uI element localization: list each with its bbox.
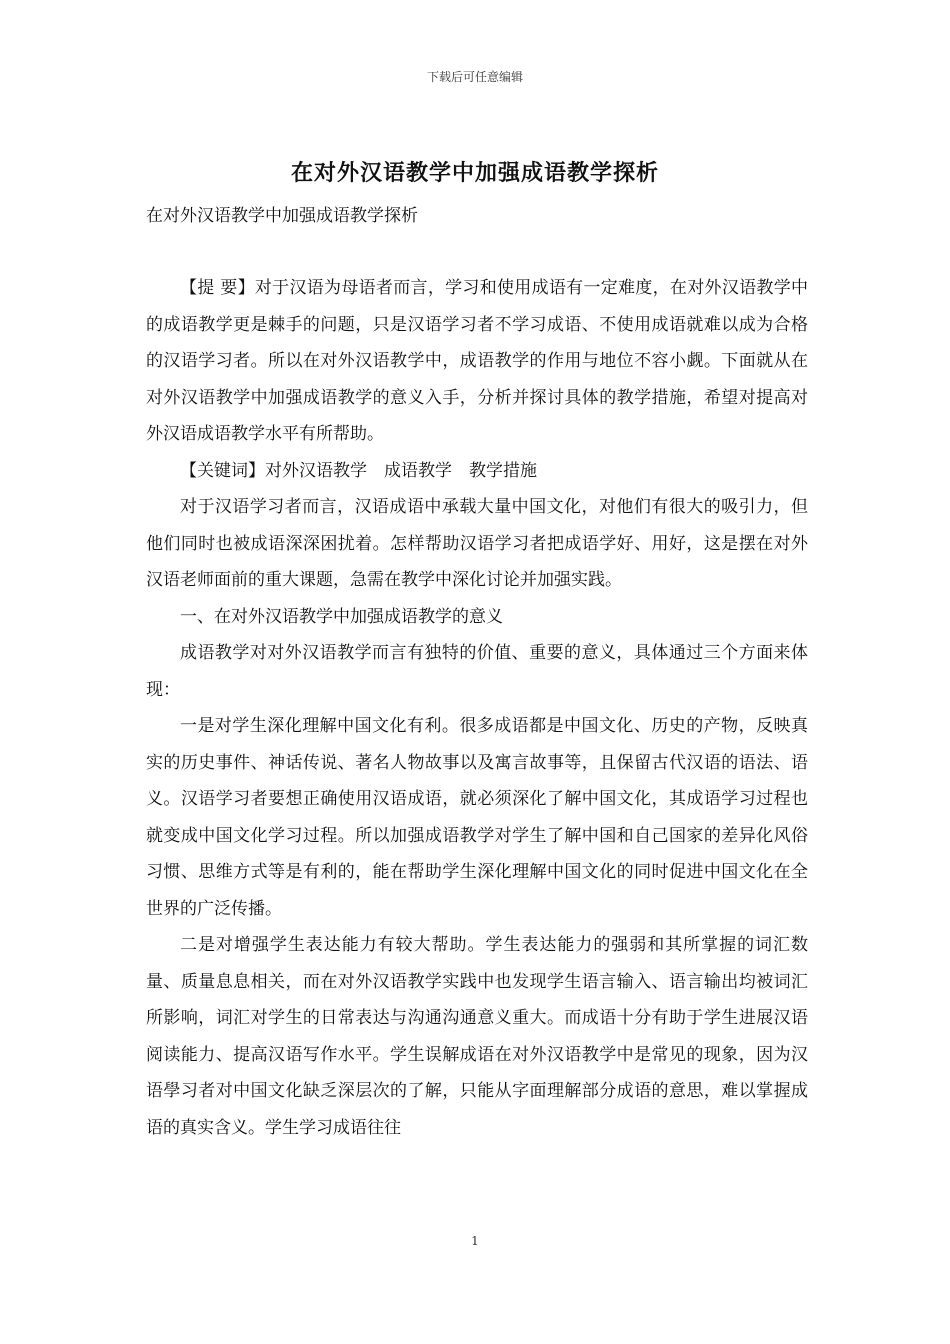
intro-paragraph: 对于汉语学习者而言，汉语成语中承载大量中国文化，对他们有很大的吸引力，但他们同时也被成语深深困扰着。怎样帮助汉语学习者把成语学好、用好，这是摆在对外汉语老师面前的重大课题，急需在教学中深化讨论并加强实践。 — [146, 497, 808, 590]
keywords-paragraph: 【关键词】对外汉语教学 成语教学 教学措施 — [180, 460, 537, 481]
page-header: 下载后可任意编辑 — [426, 70, 523, 84]
abstract-paragraph: 【提 要】对于汉语为母语者而言，学习和使用成语有一定难度，在对外汉语教学中的成语教学更是棘手的问题，只是汉语学习者不学习成语、不使用成语就难以成为合格的汉语学习者。所以在对外汉语教学中，成语教学的作用与地位不容小觑。下面就从在对外汉语教学中加强成语教学的意义入手，分析并探讨具体的教学措施，希望对提高对外汉语成语教学水平有所帮助。 — [146, 278, 808, 444]
document-title: 在对外汉语教学中加强成语教学探析 — [290, 160, 659, 186]
body-paragraph: 成语教学对对外汉语教学而言有独特的价值、重要的意义，具体通过三个方面来体现： — [146, 643, 808, 700]
document-subtitle: 在对外汉语教学中加强成语教学探析 — [146, 206, 418, 226]
body-paragraph: 一是对学生深化理解中国文化有利。很多成语都是中国文化、历史的产物，反映真实的历史事件、神话传说、著名人物故事以及寓言故事等，且保留古代汉语的语法、语义。汉语学习者要想正确使用汉语成语，就必须深化了解中国文化，其成语学习过程也就变成中国文化学习过程。所以加强成语教学对学生了解中国和自己国家的差异化风俗习惯、思维方式等是有利的，能在帮助学生深化理解中国文化的同时促进中国文化在全世界的广泛传播。 — [146, 716, 808, 919]
section-heading: 一、在对外汉语教学中加强成语教学的意义 — [180, 606, 503, 627]
document-body — [146, 270, 808, 1146]
body-paragraph: 二是对增强学生表达能力有较大帮助。学生表达能力的强弱和其所掌握的词汇数量、质量息息相关，而在对外汉语教学实践中也发现学生语言输入、语言输出均被词汇所影响，词汇对学生的日常表达与沟通沟通意义重大。而成语十分有助于学生进展汉语阅读能力、提高汉语写作水平。学生误解成语在对外汉语教学中是常见的现象，因为汉语學习者对中国文化缺乏深层次的了解，只能从字面理解部分成语的意思，难以掌握成语的真实含义。学生学习成语往往 — [146, 935, 808, 1138]
page-number: 1 — [471, 1234, 479, 1248]
